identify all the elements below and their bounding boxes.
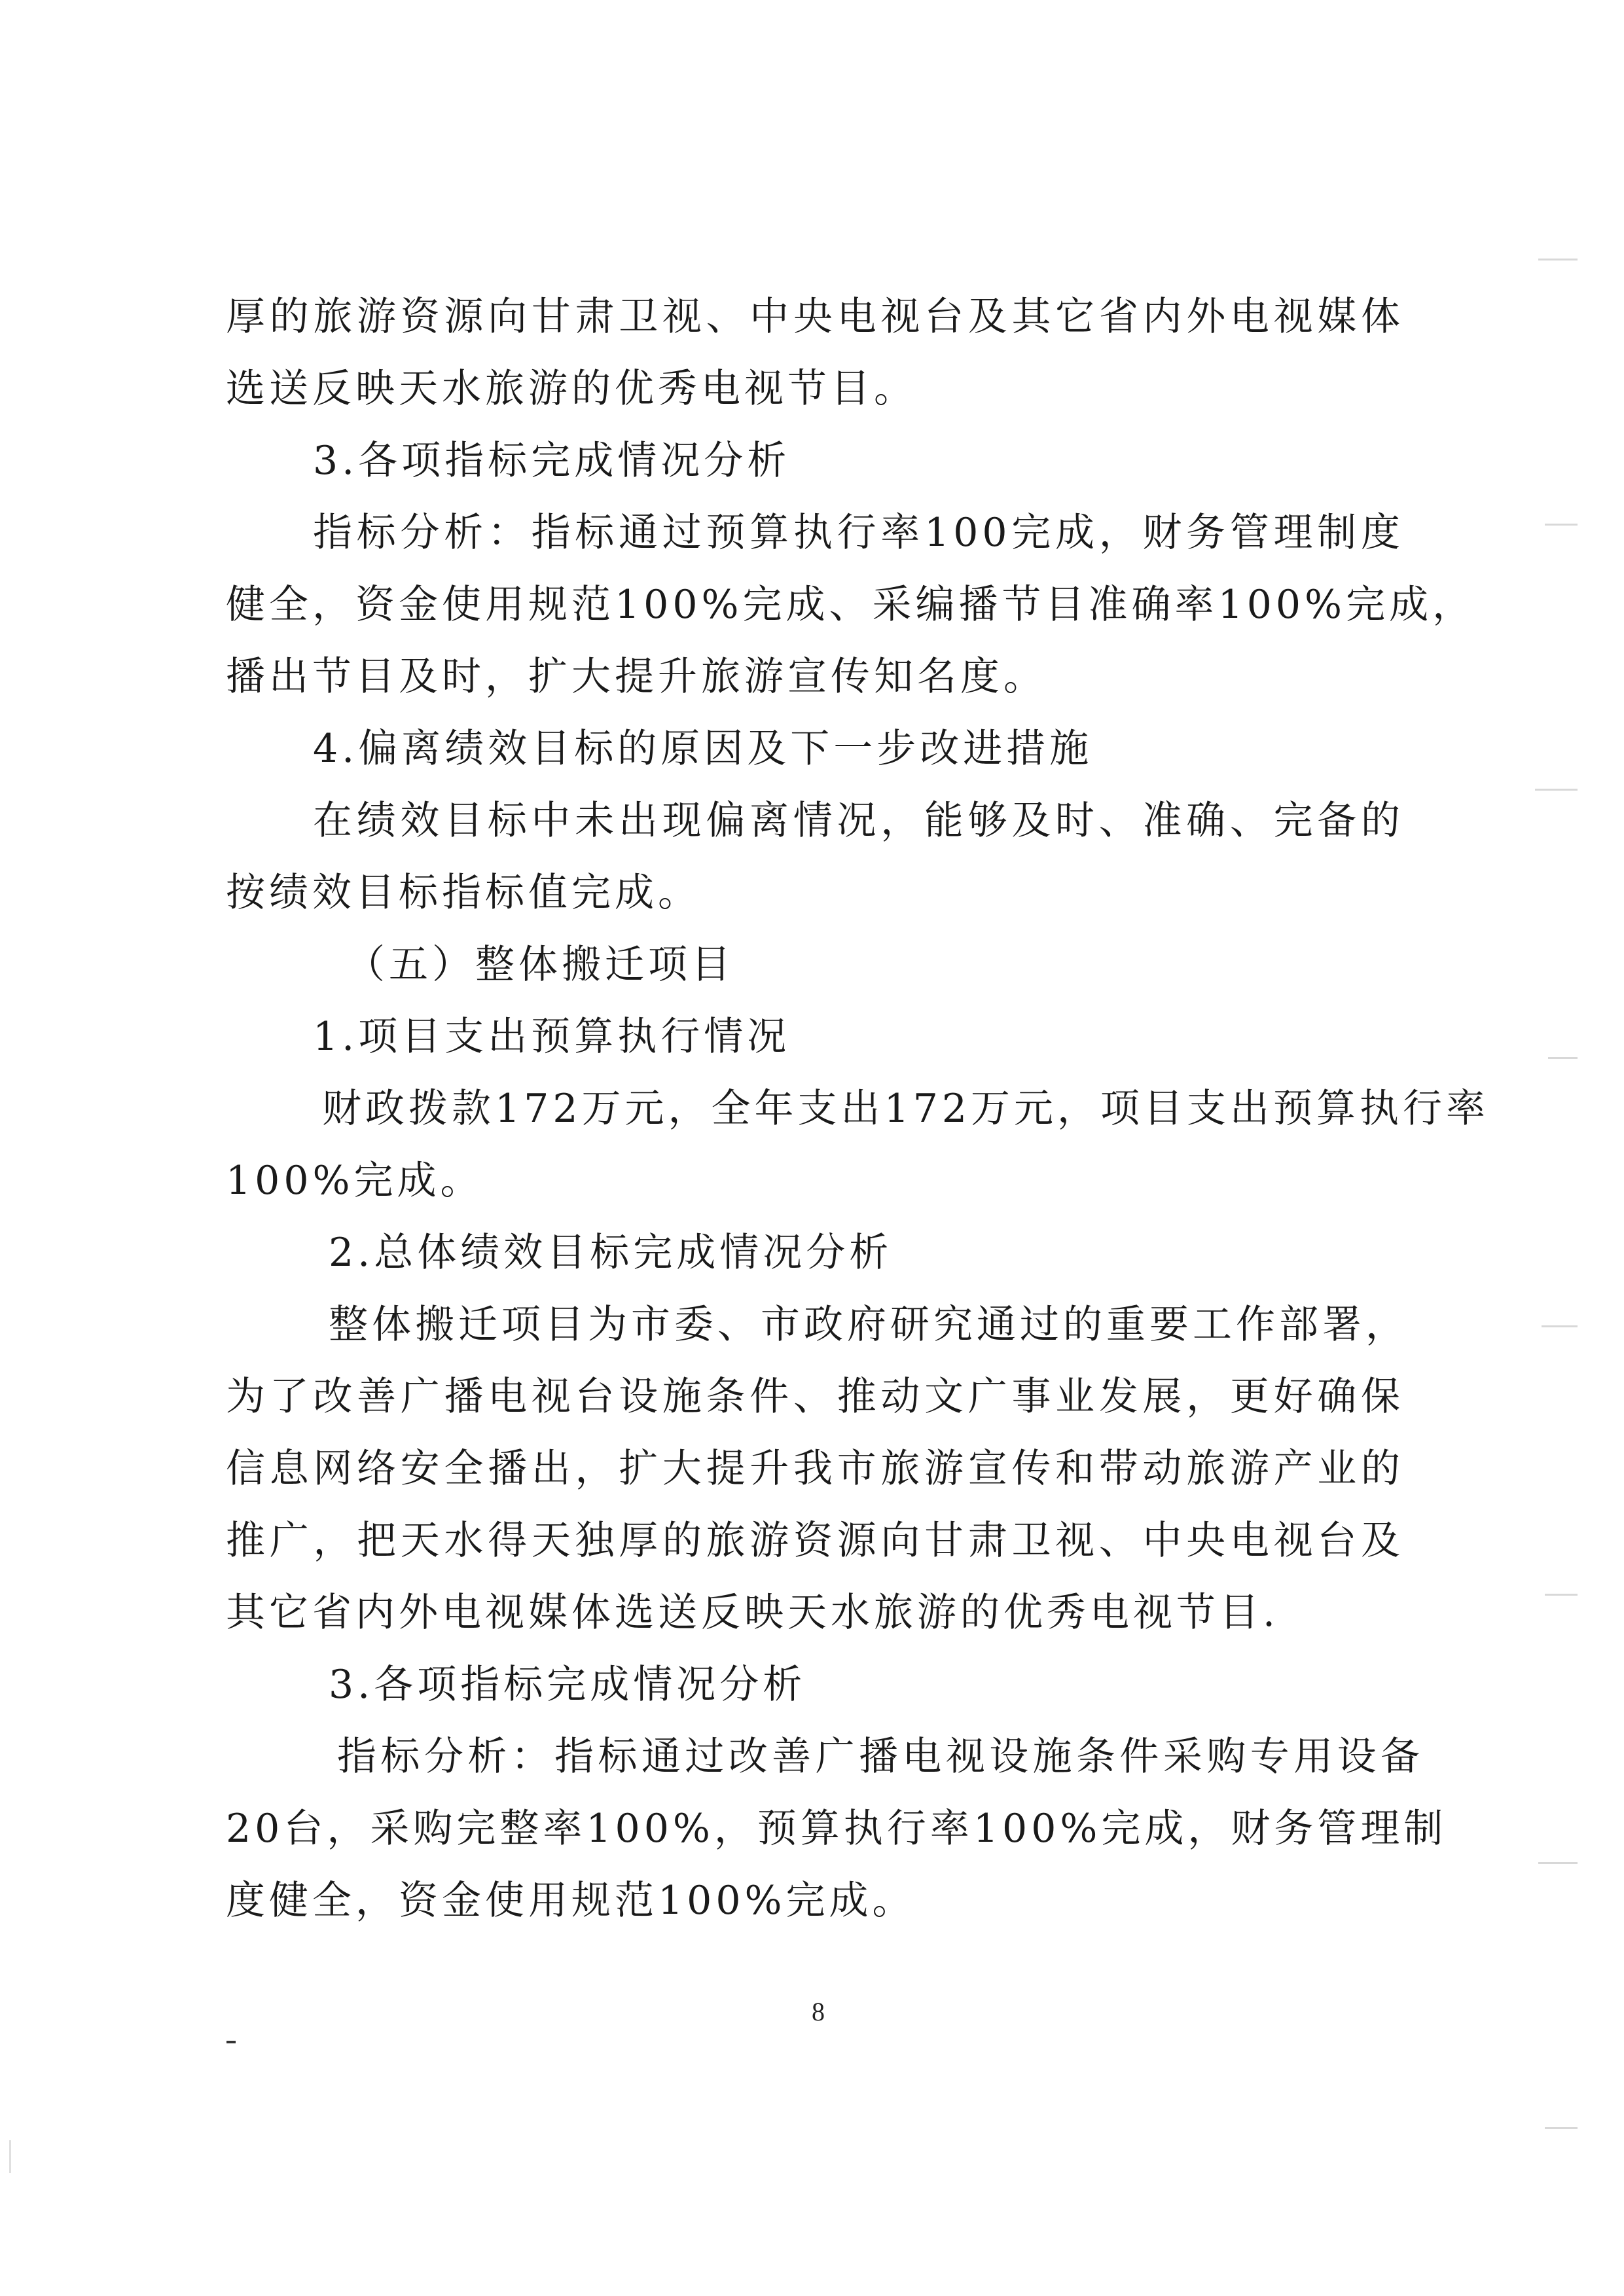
text-line: 为了改善广播电视台设施条件、推动文广事业发展，更好确保	[226, 1374, 1404, 1420]
page-number: 8	[812, 1997, 825, 2026]
text-line: 播出节目及时，扩大提升旅游宣传知名度。	[226, 654, 1047, 700]
scan-artifact	[1535, 789, 1578, 791]
scan-artifact	[1538, 259, 1578, 260]
section-heading: （五）整体搬迁项目	[346, 942, 734, 988]
text-line: 信息网络安全播出，扩大提升我市旅游宣传和带动旅游产业的	[226, 1446, 1404, 1492]
text-line: 其它省内外电视媒体选送反映天水旅游的优秀电视节目.	[226, 1590, 1280, 1636]
text-line: 厚的旅游资源向甘肃卫视、中央电视台及其它省内外电视媒体	[226, 294, 1404, 340]
text-line: 100%完成。	[226, 1158, 484, 1204]
text-line: 按绩效目标指标值完成。	[226, 870, 701, 916]
text-line: 健全，资金使用规范100%完成、采编播节目准确率100%完成，	[226, 582, 1476, 628]
subheading: 3.各项指标完成情况分析	[313, 438, 791, 484]
scan-artifact	[1545, 524, 1578, 526]
subheading: 3.各项指标完成情况分析	[329, 1662, 806, 1708]
text-line: 在绩效目标中未出现偏离情况，能够及时、准确、完备的	[313, 798, 1404, 844]
subheading: 1.项目支出预算执行情况	[313, 1014, 791, 1060]
text-line: 度健全，资金使用规范100%完成。	[226, 1878, 916, 1924]
scan-artifact	[1545, 1594, 1578, 1596]
text-line: 财政拨款172万元，全年支出172万元，项目支出预算执行率	[322, 1086, 1490, 1132]
text-line: 20台，采购完整率100%，预算执行率100%完成，财务管理制	[226, 1806, 1447, 1852]
text-line: 推广，把天水得天独厚的旅游资源向甘肃卫视、中央电视台及	[226, 1518, 1404, 1564]
text-line: 整体搬迁项目为市委、市政府研究通过的重要工作部署，	[329, 1302, 1409, 1348]
scan-artifact	[1538, 1862, 1578, 1864]
text-line: 选送反映天水旅游的优秀电视节目。	[226, 366, 917, 412]
scan-artifact	[1548, 1057, 1578, 1059]
subheading: 2.总体绩效目标完成情况分析	[329, 1230, 893, 1276]
scan-edge-mark	[9, 2140, 11, 2173]
scan-artifact	[1545, 2127, 1578, 2129]
scan-dash-mark	[226, 2041, 236, 2043]
scan-artifact	[1542, 1325, 1578, 1327]
text-line: 指标分析：指标通过改善广播电视设施条件采购专用设备	[337, 1734, 1424, 1780]
subheading: 4.偏离绩效目标的原因及下一步改进措施	[313, 726, 1093, 772]
text-line: 指标分析：指标通过预算执行率100完成，财务管理制度	[313, 510, 1404, 556]
